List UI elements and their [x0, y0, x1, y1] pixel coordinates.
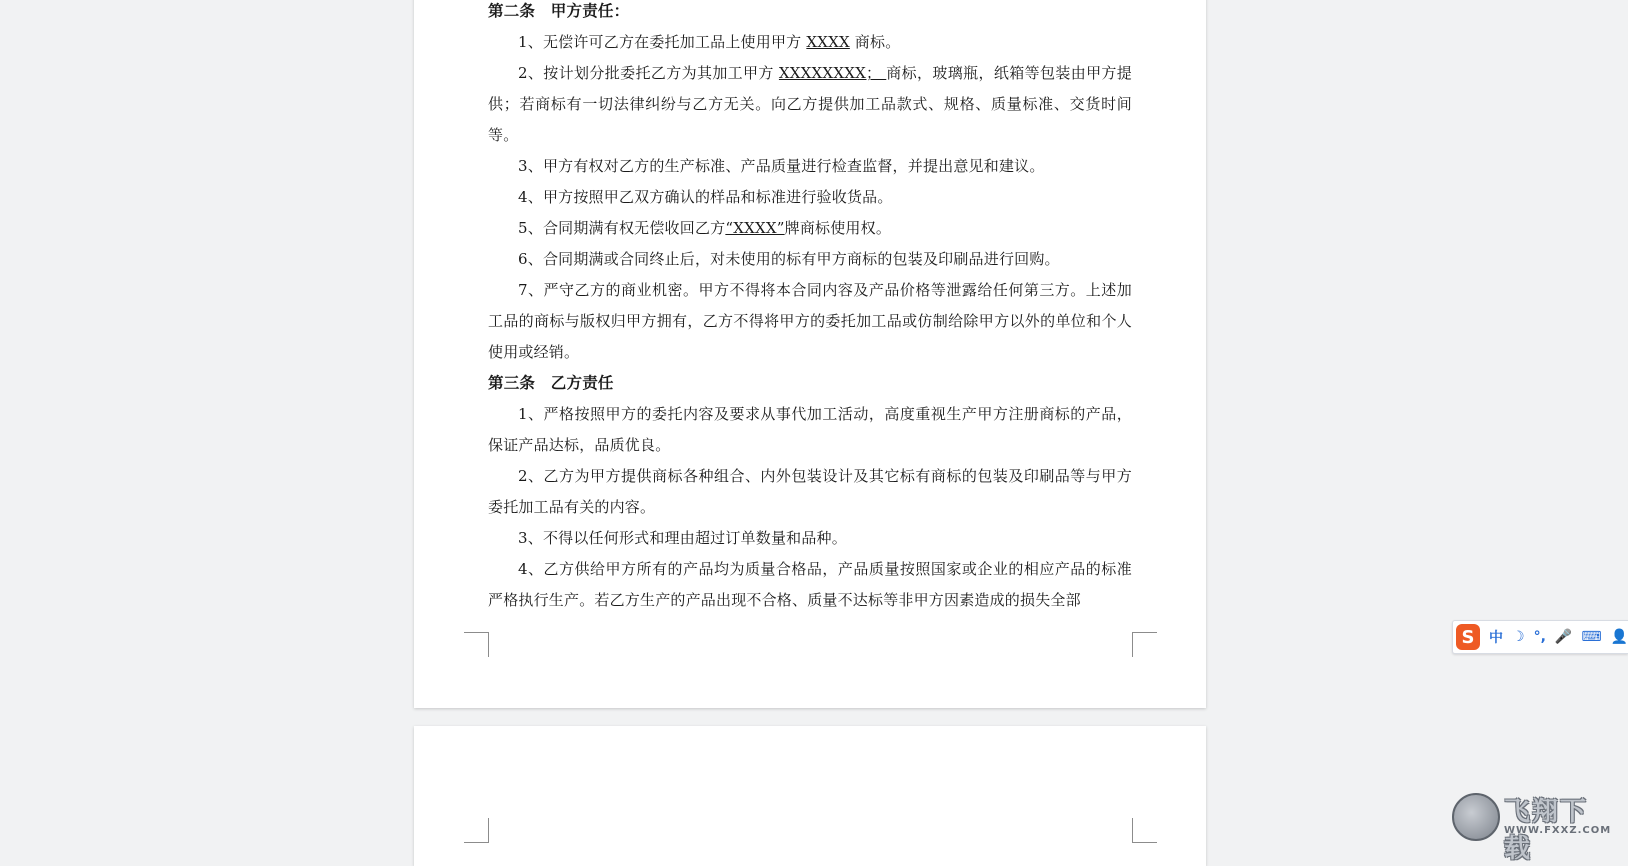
keyboard-icon[interactable]: ⌨: [1581, 629, 1602, 645]
section-2-item-3: 3、甲方有权对乙方的生产标准、产品质量进行检查监督，并提出意见和建议。: [518, 157, 1045, 175]
user-icon[interactable]: 👤: [1610, 629, 1628, 645]
trademark-placeholder: XXXXXXXX；: [778, 64, 887, 82]
section-3-item-2: 2、乙方为甲方提供商标各种组合、内外包装设计及其它标有商标的包装及印刷品等与甲方委托加工品有关的内容。: [488, 467, 1132, 516]
margin-corner-mark: [1132, 632, 1157, 657]
watermark-url: WWW.FXXZ.COM: [1504, 825, 1612, 836]
section-2-item-7: 7、严守乙方的商业机密。甲方不得将本合同内容及产品价格等泄露给任何第三方。上述加工品的商标与版权归甲方拥有，乙方不得将甲方的委托加工品或仿制给除甲方以外的单位和个人使用或经销。: [488, 281, 1132, 361]
microphone-icon[interactable]: 🎤: [1554, 629, 1573, 645]
watermark-title: 飞翔下载: [1504, 797, 1589, 864]
document-page-1: [414, 0, 1206, 708]
sogou-logo-icon[interactable]: S: [1456, 624, 1480, 650]
section-3-heading: 第三条 乙方责任: [488, 374, 614, 392]
watermark: [1452, 791, 1612, 864]
watermark-logo-icon: [1452, 793, 1500, 841]
section-2-item-6: 6、合同期满或合同终止后，对未使用的标有甲方商标的包装及印刷品进行回购。: [518, 250, 1060, 268]
section-2-item-2: 2、按计划分批委托乙方为其加工甲方 XXXXXXXX； 商标，玻璃瓶，纸箱等包装由甲方提供；若商标有一切法律纠纷与乙方无关。向乙方提供加工品款式、规格、质量标准、交货时间等。: [488, 64, 1133, 144]
section-2-heading: 第二条 甲方责任：: [488, 2, 630, 20]
page-1-body: [488, 0, 1132, 616]
section-2-item-5: 5、合同期满有权无偿收回乙方“XXXX”牌商标使用权。: [518, 219, 892, 237]
section-3-item-3: 3、不得以任何形式和理由超过订单数量和品种。: [518, 529, 847, 547]
margin-corner-mark: [1132, 818, 1157, 843]
trademark-placeholder: “XXXX”: [725, 219, 785, 237]
section-3-item-1: 1、严格按照甲方的委托内容及要求从事代加工活动，高度重视生产甲方注册商标的产品，保证产品达标，品质优良。: [488, 405, 1132, 454]
punctuation-icon[interactable]: °,: [1533, 629, 1546, 645]
trademark-placeholder: XXXX: [806, 33, 850, 51]
document-page-2: [414, 726, 1206, 866]
margin-corner-mark: [464, 632, 489, 657]
margin-corner-mark: [464, 818, 489, 843]
ime-chinese-mode-toggle[interactable]: 中: [1489, 630, 1504, 646]
section-2-item-1: 1、无偿许可乙方在委托加工品上使用甲方 XXXX 商标。: [518, 33, 901, 51]
section-3-item-4: 4、乙方供给甲方所有的产品均为质量合格品，产品质量按照国家或企业的相应产品的标准严格执行生产。若乙方生产的产品出现不合格、质量不达标等非甲方因素造成的损失全部: [488, 560, 1132, 609]
moon-icon[interactable]: ☽: [1512, 629, 1525, 645]
ime-toolbar[interactable]: [1452, 620, 1628, 654]
section-2-item-4: 4、甲方按照甲乙双方确认的样品和标准进行验收货品。: [518, 188, 893, 206]
